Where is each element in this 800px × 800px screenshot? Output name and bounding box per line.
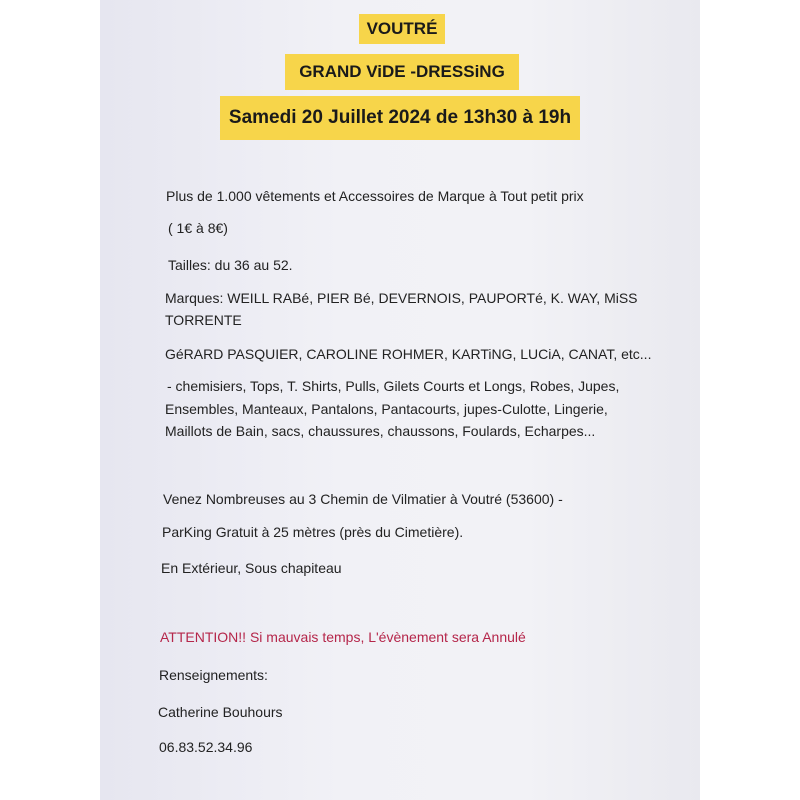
address-text: Venez Nombreuses au 3 Chemin de Vilmatier à Voutré (53600) -: [163, 491, 563, 507]
info-label: Renseignements:: [159, 667, 268, 683]
brands-line-3: GéRARD PASQUIER, CAROLINE ROHMER, KARTiNG, LUCiA, CANAT, etc...: [165, 346, 652, 362]
contact-phone: 06.83.52.34.96: [159, 739, 253, 755]
outdoor-text: En Extérieur, Sous chapiteau: [161, 560, 342, 576]
intro-text: Plus de 1.000 vêtements et Accessoires de Marque à Tout petit prix: [166, 188, 584, 204]
event-date: Samedi 20 Juillet 2024 de 13h30 à 19h: [220, 96, 580, 140]
town-title: VOUTRÉ: [359, 14, 445, 44]
brands-line-2: TORRENTE: [165, 312, 242, 328]
items-line-2: Ensembles, Manteaux, Pantalons, Pantacourts, jupes-Culotte, Lingerie,: [165, 401, 608, 417]
price-range: ( 1€ à 8€): [168, 220, 228, 236]
parking-text: ParKing Gratuit à 25 mètres (près du Cimetière).: [162, 524, 464, 540]
sizes-text: Tailles: du 36 au 52.: [168, 257, 293, 273]
items-line-1: - chemisiers, Tops, T. Shirts, Pulls, Gilets Courts et Longs, Robes, Jupes,: [167, 378, 620, 394]
weather-warning: ATTENTION!! Si mauvais temps, L'évènement sera Annulé: [160, 629, 526, 645]
event-title: GRAND ViDE -DRESSiNG: [285, 54, 519, 90]
items-line-3: Maillots de Bain, sacs, chaussures, chaussons, Foulards, Echarpes...: [165, 423, 596, 439]
contact-name: Catherine Bouhours: [158, 704, 283, 720]
brands-line-1: Marques: WEILL RABé, PIER Bé, DEVERNOIS, PAUPORTé, K. WAY, MiSS: [165, 290, 638, 306]
